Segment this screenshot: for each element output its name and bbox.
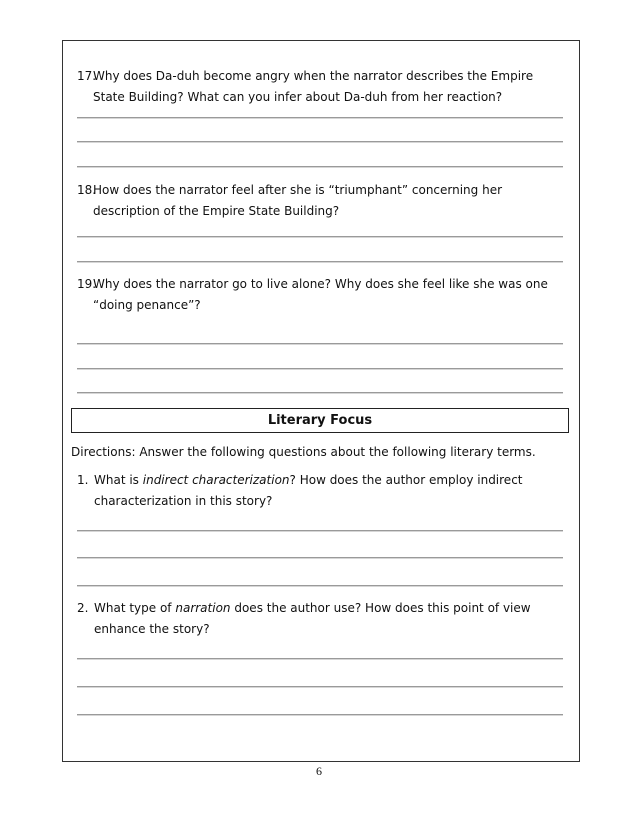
answer-line[interactable] — [77, 261, 563, 262]
question-text: What is indirect characterization? How does the author employ indirect characterization in this story? — [94, 473, 523, 508]
answer-line[interactable] — [77, 343, 563, 344]
answer-line[interactable] — [77, 141, 563, 142]
question-text: Why does Da-duh become angry when the narrator describes the Empire State Building? What can you infer about Da-duh from her reaction? — [93, 69, 534, 104]
question-number: 18. — [77, 183, 97, 197]
answer-line[interactable] — [77, 714, 563, 715]
question-text: What type of narration does the author use? How does this point of view enhance the story? — [94, 601, 531, 636]
answer-line[interactable] — [77, 368, 563, 369]
answer-line[interactable] — [77, 530, 563, 531]
page-border — [62, 40, 580, 762]
answer-line[interactable] — [77, 686, 563, 687]
answer-line[interactable] — [77, 166, 563, 167]
question-text: How does the narrator feel after she is “triumphant” concerning her description of the Empire State Building? — [93, 183, 503, 218]
answer-line[interactable] — [77, 392, 563, 393]
literary-question-1 — [77, 470, 557, 512]
question-18 — [77, 180, 557, 222]
question-19 — [77, 274, 557, 316]
question-17 — [77, 66, 557, 108]
question-number: 2. — [77, 601, 89, 615]
literary-question-2 — [77, 598, 557, 640]
literary-focus-heading: Literary Focus — [71, 408, 569, 433]
answer-line[interactable] — [77, 658, 563, 659]
question-text: Why does the narrator go to live alone? Why does she feel like she was one “doing penance”? — [93, 277, 548, 312]
page-number: 6 — [316, 764, 322, 778]
literary-term: narration — [175, 601, 231, 615]
answer-line[interactable] — [77, 236, 563, 237]
question-number: 1. — [77, 473, 89, 487]
question-number: 19. — [77, 277, 97, 291]
question-number: 17. — [77, 69, 97, 83]
literary-term: indirect characterization — [142, 473, 290, 487]
answer-line[interactable] — [77, 117, 563, 118]
answer-line[interactable] — [77, 585, 563, 586]
answer-line[interactable] — [77, 557, 563, 558]
directions-text: Directions: Answer the following questions about the following literary terms. — [71, 445, 536, 459]
